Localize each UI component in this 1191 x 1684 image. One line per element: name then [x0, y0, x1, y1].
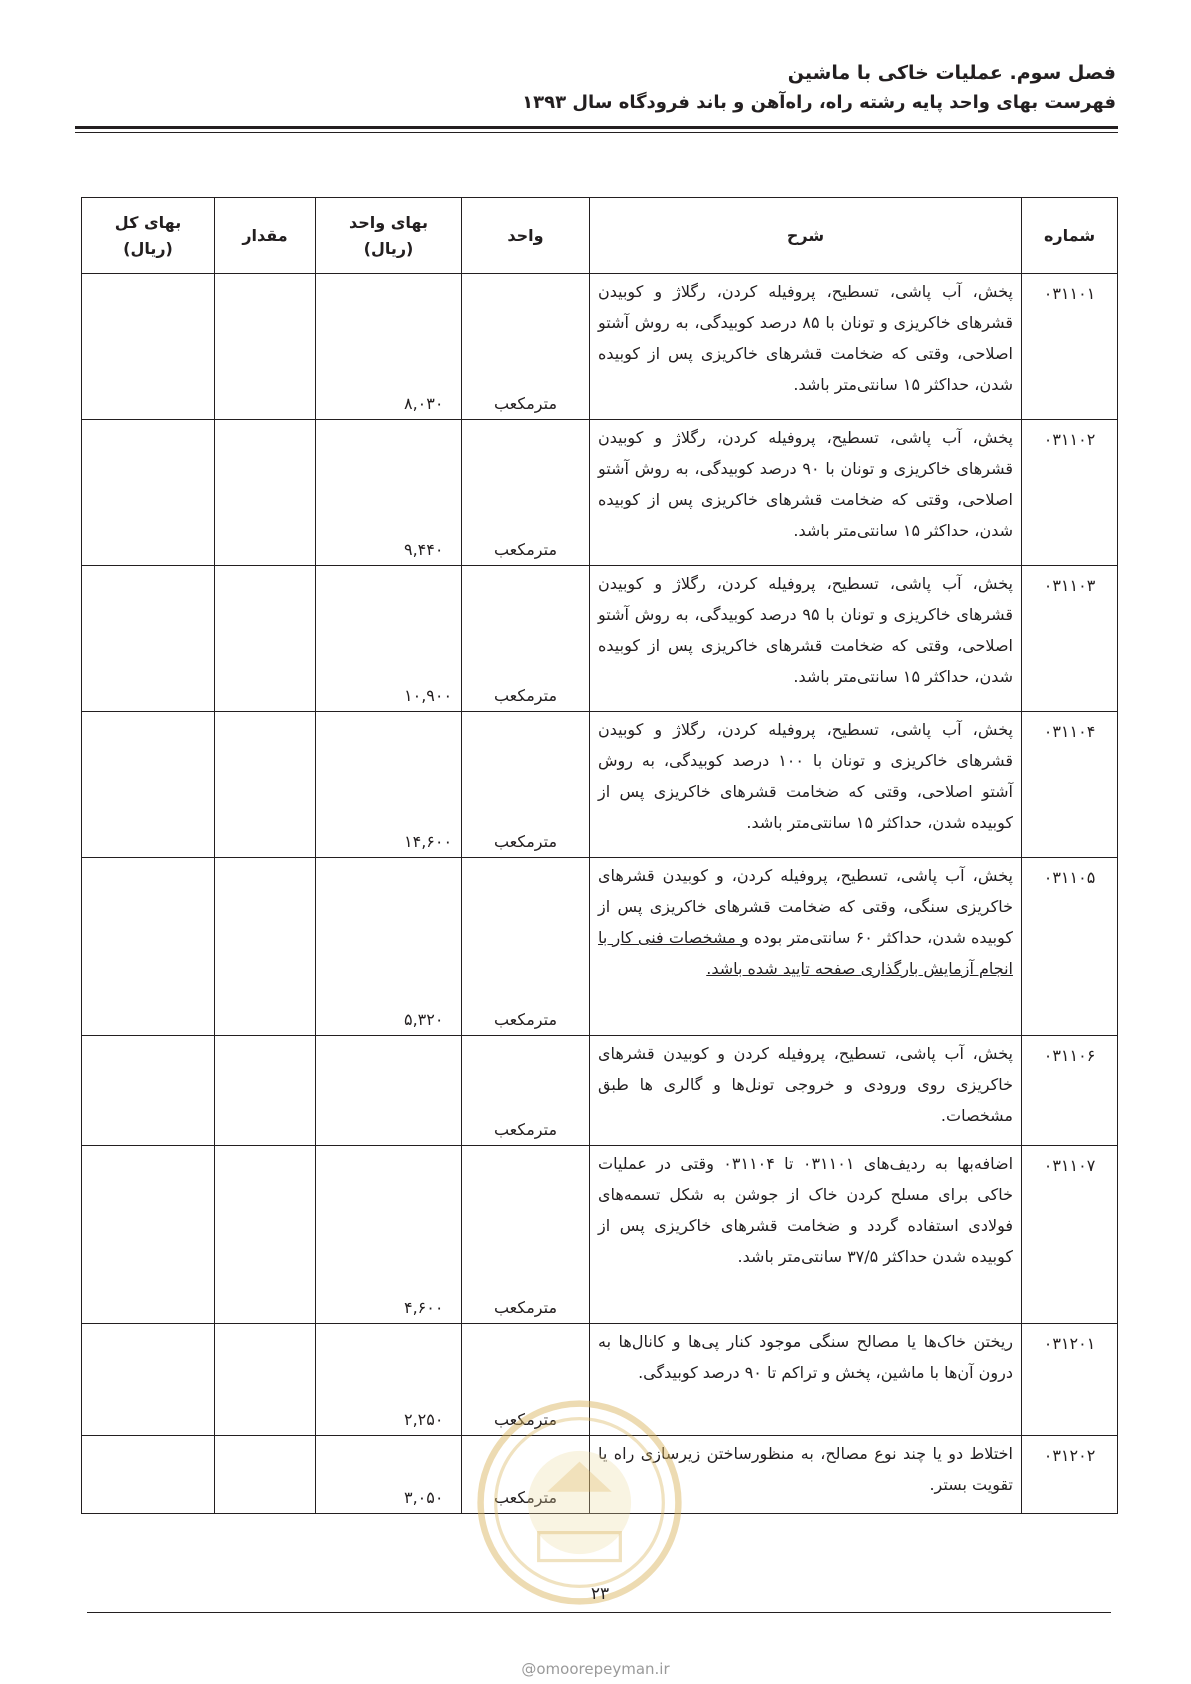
row-unit: مترمکعب	[462, 420, 590, 566]
watermark-site-text: @omoorepeyman.ir	[521, 1660, 670, 1678]
row-total	[82, 274, 215, 420]
row-total	[82, 858, 215, 1036]
row-unit-price: ۲,۲۵۰	[316, 1324, 462, 1436]
row-quantity	[215, 1324, 316, 1436]
table-row	[82, 420, 1118, 566]
row-quantity	[215, 858, 316, 1036]
row-total	[82, 1436, 215, 1514]
gold-seal-watermark-icon	[472, 1395, 687, 1610]
row-unit: مترمکعب	[462, 712, 590, 858]
header-quantity: مقدار	[215, 198, 316, 274]
row-code: ۰۳۱۱۰۲	[1022, 420, 1118, 566]
row-unit-price: ۱۰,۹۰۰	[316, 566, 462, 712]
row-unit: مترمکعب	[462, 566, 590, 712]
row-unit-price: ۳,۰۵۰	[316, 1436, 462, 1514]
row-description: پخش، آب پاشی، تسطیح، پروفیله کردن و کوبیدن قشرهای خاکریزی روی ورودی و خروجی تونل‌ها و گالری ها طبق مشخصات.	[590, 1036, 1022, 1146]
row-total	[82, 712, 215, 858]
row-description: پخش، آب پاشی، تسطیح، پروفیله کردن، رگلاژ و کوبیدن قشرهای خاکریزی و تونان با ۱۰۰ درصد کوبیدگی، به روش آشتو اصلاحی، وقتی که ضخامت قشرهای خاکریزی پس از کوبیده شدن، حداکثر ۱۵ سانتی‌متر باشد.	[590, 712, 1022, 858]
header-divider-thick	[75, 126, 1118, 129]
page-header	[75, 58, 1116, 118]
row-description	[590, 858, 1022, 1036]
row-description: پخش، آب پاشی، تسطیح، پروفیله کردن، رگلاژ و کوبیدن قشرهای خاکریزی و تونان با ۸۵ درصد کوبیدگی، به روش آشتو اصلاحی، وقتی که ضخامت قشرهای خاکریزی پس از کوبیده شدن، حداکثر ۱۵ سانتی‌متر باشد.	[590, 274, 1022, 420]
header-unit: واحد	[462, 198, 590, 274]
row-quantity	[215, 1036, 316, 1146]
row-description: پخش، آب پاشی، تسطیح، پروفیله کردن، رگلاژ و کوبیدن قشرهای خاکریزی و تونان با ۹۰ درصد کوبیدگی، به روش آشتو اصلاحی، وقتی که ضخامت قشرهای خاکریزی پس از کوبیده شدن، حداکثر ۱۵ سانتی‌متر باشد.	[590, 420, 1022, 566]
row-code: ۰۳۱۱۰۵	[1022, 858, 1118, 1036]
row-unit-price: ۹,۴۴۰	[316, 420, 462, 566]
row-description: اختلاط دو یا چند نوع مصالح، به منظورساختن زیرسازی راه یا تقویت بستر.	[590, 1436, 1022, 1514]
row-description: پخش، آب پاشی، تسطیح، پروفیله کردن، رگلاژ و کوبیدن قشرهای خاکریزی و تونان با ۹۵ درصد کوبیدگی، به روش آشتو اصلاحی، وقتی که ضخامت قشرهای خاکریزی پس از کوبیده شدن، حداکثر ۱۵ سانتی‌متر باشد.	[590, 566, 1022, 712]
row-unit: مترمکعب	[462, 1146, 590, 1324]
row-quantity	[215, 1436, 316, 1514]
row-code: ۰۳۱۱۰۶	[1022, 1036, 1118, 1146]
row-unit: مترمکعب	[462, 1324, 590, 1436]
row-unit-price: ۱۴,۶۰۰	[316, 712, 462, 858]
header-total-price-currency: (ریال)	[123, 238, 173, 258]
row-description-text: پخش، آب پاشی، تسطیح، پروفیله کردن، و کوبیدن قشرهای خاکریزی سنگی، وقتی که ضخامت قشرهای خاکریزی پس از کوبیده شدن، حداکثر ۶۰ سانتی‌متر بوده	[598, 866, 1013, 947]
row-quantity	[215, 712, 316, 858]
row-quantity	[215, 274, 316, 420]
header-code: شماره	[1022, 198, 1118, 274]
row-total	[82, 420, 215, 566]
row-total	[82, 1036, 215, 1146]
row-code: ۰۳۱۱۰۷	[1022, 1146, 1118, 1324]
table-row	[82, 858, 1118, 1036]
page-number: ۲۳	[590, 1584, 610, 1604]
header-description: شرح	[590, 198, 1022, 274]
header-unit-price	[316, 198, 462, 274]
row-unit: مترمکعب	[462, 1036, 590, 1146]
row-total	[82, 1324, 215, 1436]
row-unit: مترمکعب	[462, 274, 590, 420]
row-unit: مترمکعب	[462, 1436, 590, 1514]
row-description: اضافه‌بها به ردیف‌های ۰۳۱۱۰۱ تا ۰۳۱۱۰۴ وقتی در عملیات خاکی برای مسلح کردن خاک از جوشن به شکل تسمه‌های فولادی استفاده گردد و ضخامت قشرهای خاکریزی پس از کوبیده شدن حداکثر ۳۷/۵ سانتی‌متر باشد.	[590, 1146, 1022, 1324]
table-row	[82, 712, 1118, 858]
table-row	[82, 1036, 1118, 1146]
row-code: ۰۳۱۲۰۲	[1022, 1436, 1118, 1514]
row-code: ۰۳۱۲۰۱	[1022, 1324, 1118, 1436]
table-row	[82, 566, 1118, 712]
table-row	[82, 274, 1118, 420]
document-subtitle: فهرست بهای واحد پایه رشته راه، راه‌آهن و باند فرودگاه سال ۱۳۹۳	[522, 92, 1116, 113]
chapter-title: فصل سوم. عملیات خاکی با ماشین	[787, 62, 1116, 84]
row-unit: مترمکعب	[462, 858, 590, 1036]
row-code: ۰۳۱۱۰۴	[1022, 712, 1118, 858]
row-code: ۰۳۱۱۰۱	[1022, 274, 1118, 420]
row-quantity	[215, 420, 316, 566]
row-description: ریختن خاک‌ها یا مصالح سنگی موجود کنار پی‌ها و کانال‌ها به درون آن‌ها با ماشین، پخش و تراکم تا ۹۰ درصد کوبیدگی.	[590, 1324, 1022, 1436]
row-unit-price: ۸,۰۳۰	[316, 274, 462, 420]
row-unit-price	[316, 1036, 462, 1146]
row-total	[82, 1146, 215, 1324]
row-quantity	[215, 566, 316, 712]
row-code: ۰۳۱۱۰۳	[1022, 566, 1118, 712]
row-unit-price: ۵,۳۲۰	[316, 858, 462, 1036]
footer-divider	[87, 1612, 1111, 1613]
row-quantity	[215, 1146, 316, 1324]
header-divider-thin	[75, 132, 1118, 133]
row-total	[82, 566, 215, 712]
table-header-row	[82, 198, 1118, 274]
header-total-price-label: بهای کل	[114, 212, 182, 232]
row-description-underlined: و مشخصات فنی کار با انجام آزمایش بارگذاری صفحه تایید شده باشد.	[598, 928, 1013, 978]
row-unit-price: ۴,۶۰۰	[316, 1146, 462, 1324]
header-total-price	[82, 198, 215, 274]
price-list-table	[81, 197, 1118, 1514]
header-unit-price-label: بهای واحد	[348, 212, 428, 232]
header-unit-price-currency: (ریال)	[363, 238, 414, 258]
table-row	[82, 1146, 1118, 1324]
